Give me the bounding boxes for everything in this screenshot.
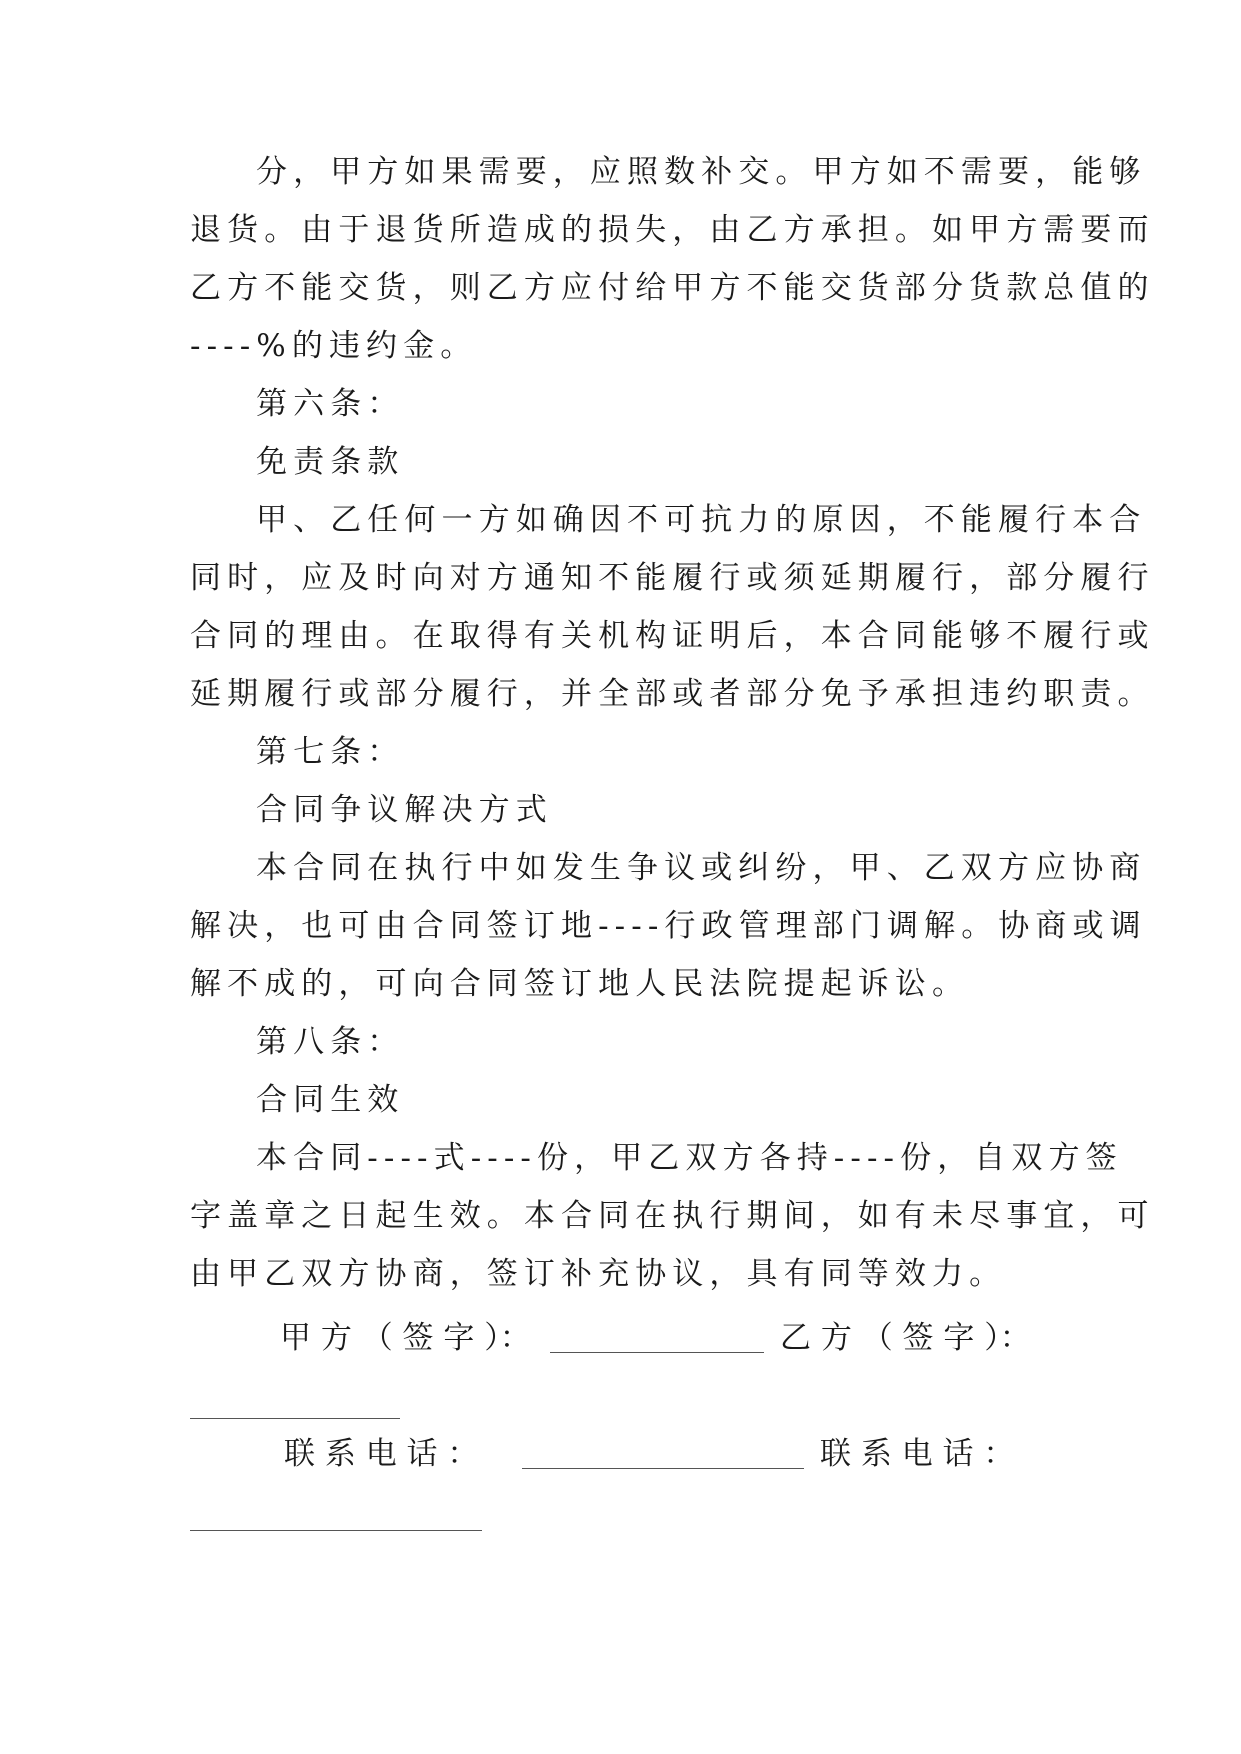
paragraph-line: ----%的违约金。 [190, 328, 478, 364]
party-a-signature-label: 甲 方 （ 签 字 ）： [280, 1320, 531, 1356]
article-6-title: 免责条款 [256, 444, 405, 480]
paragraph-line: 本合同在执行中如发生争议或纠纷，甲、乙双方应协商 [256, 850, 1147, 886]
paragraph-line: 合同的理由。在取得有关机构证明后，本合同能够不履行或 [190, 618, 1155, 654]
article-8-heading: 第八条： [256, 1024, 405, 1060]
paragraph-line: 乙方不能交货，则乙方应付给甲方不能交货部分货款总值的 [190, 270, 1155, 306]
paragraph-line: 甲、乙任何一方如确因不可抗力的原因，不能履行本合 [256, 502, 1147, 538]
paragraph-line: 延期履行或部分履行，并全部或者部分免予承担违约职责。 [190, 676, 1155, 712]
paragraph-line: 退货。由于退货所造成的损失，由乙方承担。如甲方需要而 [190, 212, 1155, 248]
party-a-signature-blank[interactable] [550, 1352, 764, 1353]
party-a-phone-blank[interactable] [522, 1468, 804, 1469]
party-b-phone-label: 联 系 电 话 ： [820, 1436, 1015, 1472]
paragraph-line: 解不成的，可向合同签订地人民法院提起诉讼。 [190, 966, 970, 1002]
party-b-signature-label: 乙 方 （ 签 字 ）： [780, 1320, 1031, 1356]
article-8-title: 合同生效 [256, 1082, 405, 1118]
article-7-heading: 第七条： [256, 734, 405, 770]
party-b-phone-blank[interactable] [190, 1530, 482, 1531]
article-6-heading: 第六条： [256, 386, 405, 422]
paragraph-line: 解决，也可由合同签订地----行政管理部门调解。协商或调 [190, 908, 1147, 944]
party-a-phone-label: 联 系 电 话 ： [284, 1436, 479, 1472]
paragraph-line: 由甲乙双方协商，签订补充协议，具有同等效力。 [190, 1256, 1007, 1292]
party-b-signature-blank[interactable] [190, 1418, 400, 1419]
paragraph-line: 本合同----式----份，甲乙双方各持----份，自双方签 [256, 1140, 1123, 1176]
paragraph-line: 分，甲方如果需要，应照数补交。甲方如不需要，能够 [256, 154, 1147, 190]
paragraph-line: 同时，应及时向对方通知不能履行或须延期履行，部分履行 [190, 560, 1155, 596]
paragraph-line: 字盖章之日起生效。本合同在执行期间，如有未尽事宜，可 [190, 1198, 1155, 1234]
article-7-title: 合同争议解决方式 [256, 792, 553, 828]
